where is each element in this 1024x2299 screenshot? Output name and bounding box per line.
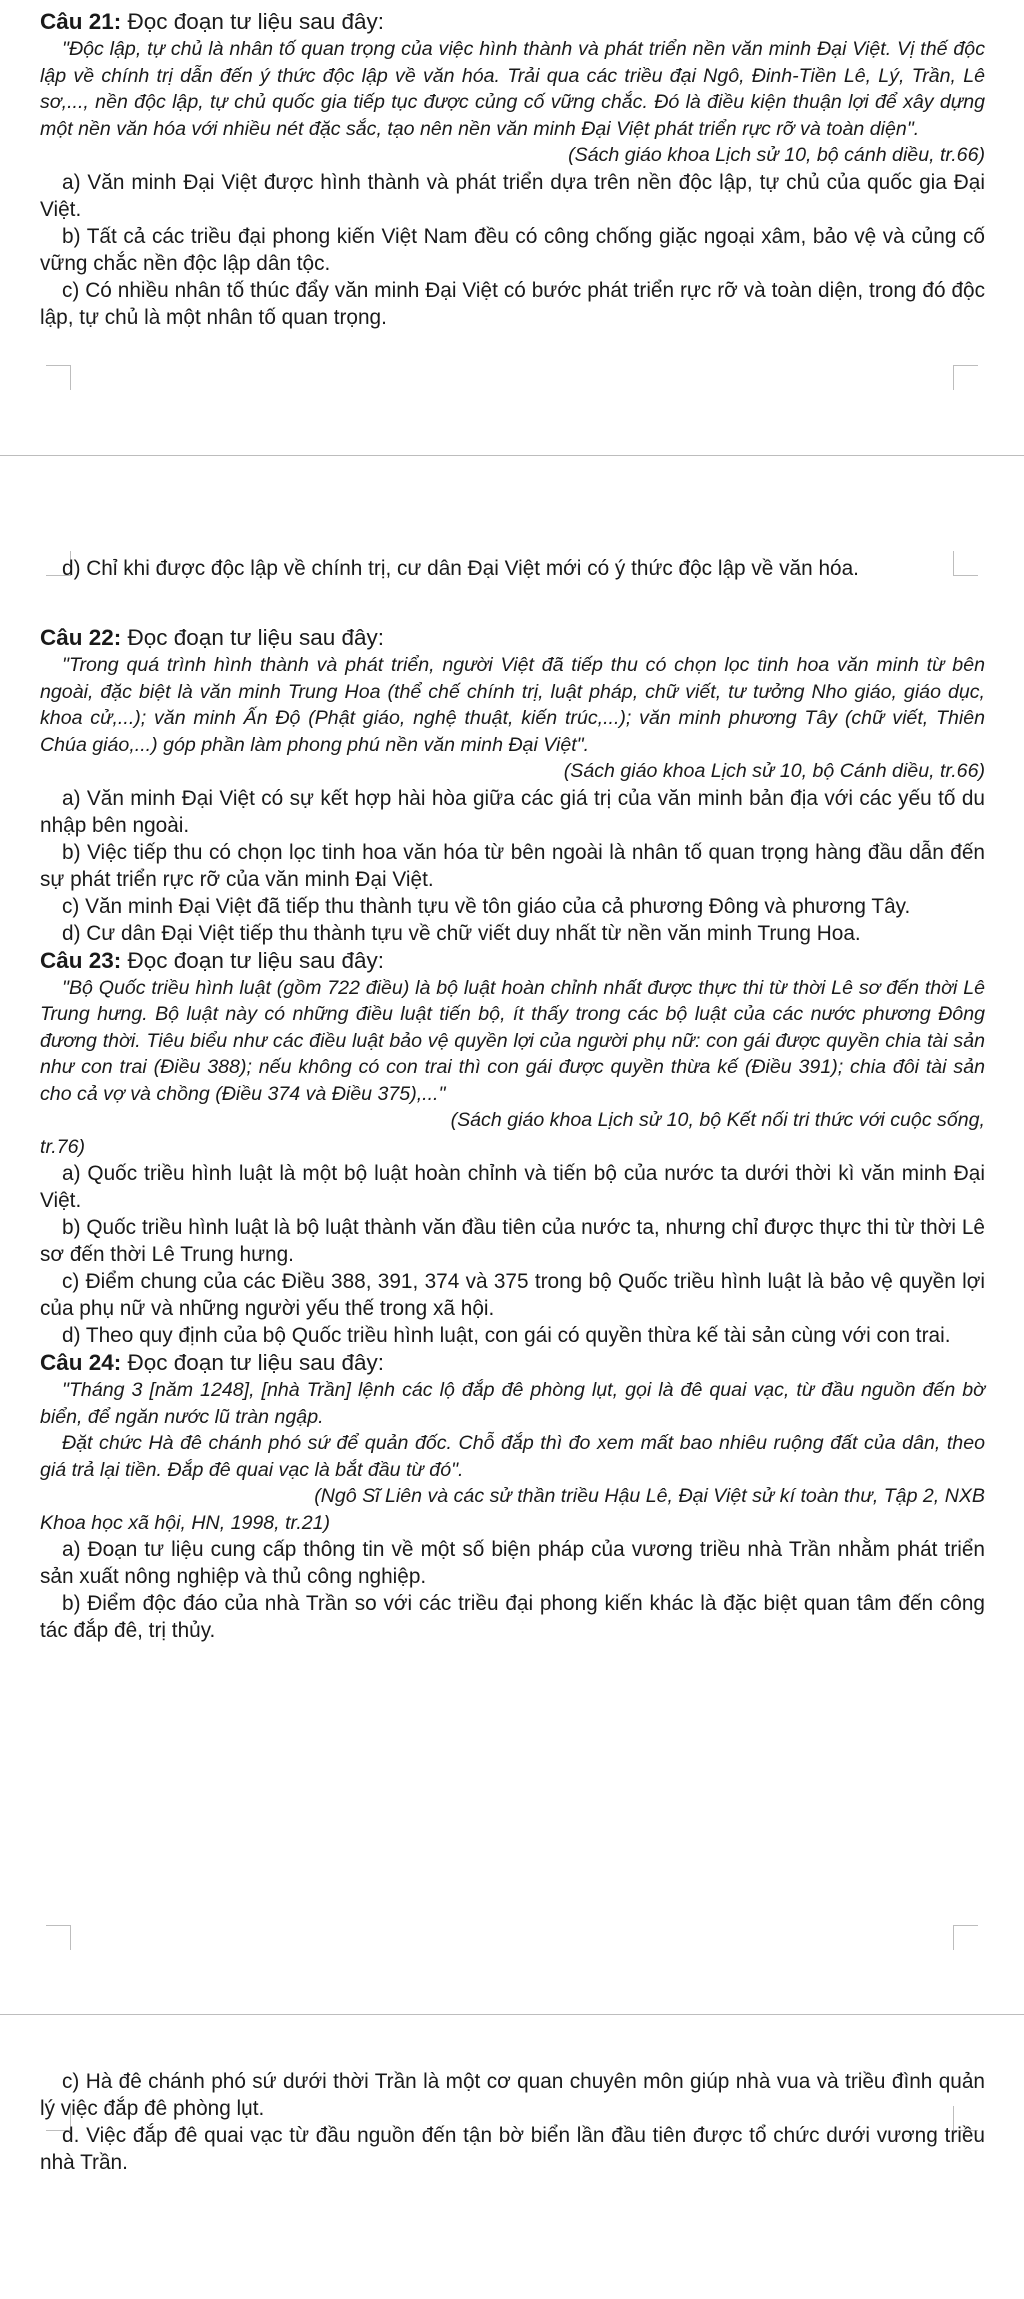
question-21-option-b: b) Tất cả các triều đại phong kiến Việt Nam đều có công chống giặc ngoại xâm, bảo vệ và củng cố vững chắc nền độc lập dân tộc. [40, 224, 985, 275]
question-22-option-a: a) Văn minh Đại Việt có sự kết hợp hài hòa giữa các giá trị của văn minh bản địa với các yếu tố du nhập bên ngoài. [40, 786, 985, 837]
question-22-option-d: d) Cư dân Đại Việt tiếp thu thành tựu về chữ viết duy nhất từ nền văn minh Trung Hoa. [62, 921, 861, 945]
question-24-title [40, 1349, 985, 1377]
question-23-source-line-2: tr.76) [40, 1135, 86, 1158]
question-21-title [40, 8, 985, 36]
question-22-instruction: Đọc đoạn tư liệu sau đây: [121, 625, 384, 650]
question-24-instruction: Đọc đoạn tư liệu sau đây: [121, 1350, 384, 1375]
question-22-quote: "Trong quá trình hình thành và phát triển, người Việt đã tiếp thu có chọn lọc tinh hoa văn minh từ bên ngoài, đặc biệt là văn minh Trung Hoa (thể chế chính trị, luật pháp, chữ viết, tư tưởng Nho giáo, giáo dục, khoa cử,...); văn minh Ấn Độ (Phật giáo, nghệ thuật, kiến trúc,...); văn minh phương Tây (chữ viết, Thiên Chúa giáo,...) góp phần làm phong phú nền văn minh Đại Việt". [40, 654, 985, 756]
question-24-option-d: d. Việc đắp đê quai vạc từ đầu nguồn đến tận bờ biển lần đầu tiên được tổ chức dưới vương triều nhà Trần. [40, 2124, 985, 2174]
question-21-quote: "Độc lập, tự chủ là nhân tố quan trọng của việc hình thành và phát triển nền văn minh Đại Việt. Vị thế độc lập về chính trị dẫn đến ý thức độc lập về văn hóa. Trải qua các triều đại Ngô, Đinh-Tiền Lê, Lý, Trần, Lê sơ,..., nền độc lập, tự chủ quốc gia tiếp tục được củng cố vững chắc. Đó là điều kiện thuận lợi để xây dựng một nền văn hóa với nhiều nét đặc sắc, tạo nên nền văn minh Đại Việt phát triển rực rỡ và toàn diện". [40, 38, 985, 140]
question-24-option-a: a) Đoạn tư liệu cung cấp thông tin về một số biện pháp của vương triều nhà Trần nhằm phát triển sản xuất nông nghiệp và thủ công nghiệp. [40, 1538, 985, 1588]
question-22-source: (Sách giáo khoa Lịch sử 10, bộ Cánh diều, tr.66) [563, 760, 985, 782]
crop-mark [953, 365, 978, 390]
question-23-option-a: a) Quốc triều hình luật là một bộ luật hoàn chỉnh và tiến bộ của nước ta dưới thời kì văn minh Đại Việt. [40, 1162, 985, 1212]
page-section-2 [40, 555, 985, 1644]
question-24-quote-2: Đặt chức Hà đê chánh phó sứ để quản đốc. Chỗ đắp thì đo xem mất bao nhiêu ruộng đất của dân, theo giá trả lại tiền. Đắp đê quai vạc là bắt đầu từ đó". [40, 1432, 985, 1481]
question-21-option-d: d) Chỉ khi được độc lập về chính trị, cư dân Đại Việt mới có ý thức độc lập về văn hóa. [62, 557, 859, 580]
question-24-option-b: b) Điểm độc đáo của nhà Trần so với các triều đại phong kiến khác là đặc biệt quan tâm đến công tác đắp đê, trị thủy. [40, 1592, 985, 1642]
crop-mark [953, 1925, 978, 1950]
question-22-number: Câu 22: [40, 625, 122, 650]
question-22-option-b: b) Việc tiếp thu có chọn lọc tinh hoa văn hóa từ bên ngoài là nhân tố quan trọng hàng đầu dẫn đến sự phát triển rực rỡ của văn minh Đại Việt. [40, 840, 985, 891]
question-22-option-c: c) Văn minh Đại Việt đã tiếp thu thành tựu về tôn giáo của cả phương Đông và phương Tây. [62, 894, 911, 918]
question-24-quote-1: "Tháng 3 [năm 1248], [nhà Trần] lệnh các lộ đắp đê phòng lụt, gọi là đê quai vạc, từ đầu nguồn đến bờ biển, để ngăn nước lũ tràn ngập. [40, 1379, 985, 1428]
question-23-instruction: Đọc đoạn tư liệu sau đây: [121, 947, 384, 973]
question-24-option-c: c) Hà đê chánh phó sứ dưới thời Trần là một cơ quan chuyên môn giúp nhà vua và triều đình quản lý việc đắp đê phòng lụt. [40, 2070, 985, 2120]
page-section-3 [40, 2068, 985, 2176]
question-21-option-a: a) Văn minh Đại Việt được hình thành và phát triển dựa trên nền độc lập, tự chủ của quốc gia Đại Việt. [40, 170, 985, 221]
crop-mark [46, 365, 71, 390]
question-21-source: (Sách giáo khoa Lịch sử 10, bộ cánh diều, tr.66) [568, 144, 985, 166]
question-24-number: Câu 24: [40, 1350, 122, 1375]
page-break [0, 365, 1024, 575]
question-23-option-d: d) Theo quy định của bộ Quốc triều hình luật, con gái có quyền thừa kế tài sản cùng với con trai. [62, 1324, 951, 1347]
question-23-quote: "Bộ Quốc triều hình luật (gồm 722 điều) là bộ luật hoàn chỉnh nhất được thực thi từ thời Lê sơ đến thời Lê Trung hưng. Bộ luật này có những điều luật tiến bộ, ít thấy trong các bộ luật của các nước phương Đông đương thời. Tiêu biểu như các điều luật bảo vệ quyền lợi của người phụ nữ: con gái được quyền chia tài sản như con trai (Điều 388); nếu không có con trai thì con gái được quyền thừa kế (Điều 391); chia đôi tài sản cho cả vợ và chồng (Điều 374 và Điều 375),..." [40, 976, 985, 1105]
question-23-option-b: b) Quốc triều hình luật là bộ luật thành văn đầu tiên của nước ta, nhưng chỉ được thực thi từ thời Lê sơ đến thời Lê Trung hưng. [40, 1216, 985, 1266]
page-divider [0, 455, 1024, 456]
question-21-option-c: c) Có nhiều nhân tố thúc đẩy văn minh Đại Việt có bước phát triển rực rỡ và toàn diện, trong đó độc lập, tự chủ là một nhân tố quan trọng. [40, 278, 985, 329]
page-section-1 [40, 8, 985, 331]
question-21-instruction: Đọc đoạn tư liệu sau đây: [121, 9, 384, 34]
question-24-source-line-1: (Ngô Sĩ Liên và các sử thần triều Hậu Lê, Đại Việt sử kí toàn thư, Tập 2, NXB [314, 1485, 985, 1507]
question-24-source-line-2: Khoa học xã hội, HN, 1998, tr.21) [40, 1511, 331, 1534]
question-23-option-c: c) Điểm chung của các Điều 388, 391, 374 và 375 trong bộ Quốc triều hình luật là bảo vệ quyền lợi của phụ nữ và những người yếu thế trong xã hội. [40, 1270, 985, 1320]
question-23-title [40, 947, 985, 975]
question-23-number: Câu 23: [40, 947, 122, 973]
page-divider [0, 2014, 1024, 2015]
question-22-title [40, 624, 985, 652]
crop-mark [46, 1925, 71, 1950]
question-23-source-line-1: (Sách giáo khoa Lịch sử 10, bộ Kết nối tri thức với cuộc sống, [450, 1109, 985, 1131]
question-21-number: Câu 21: [40, 9, 122, 34]
